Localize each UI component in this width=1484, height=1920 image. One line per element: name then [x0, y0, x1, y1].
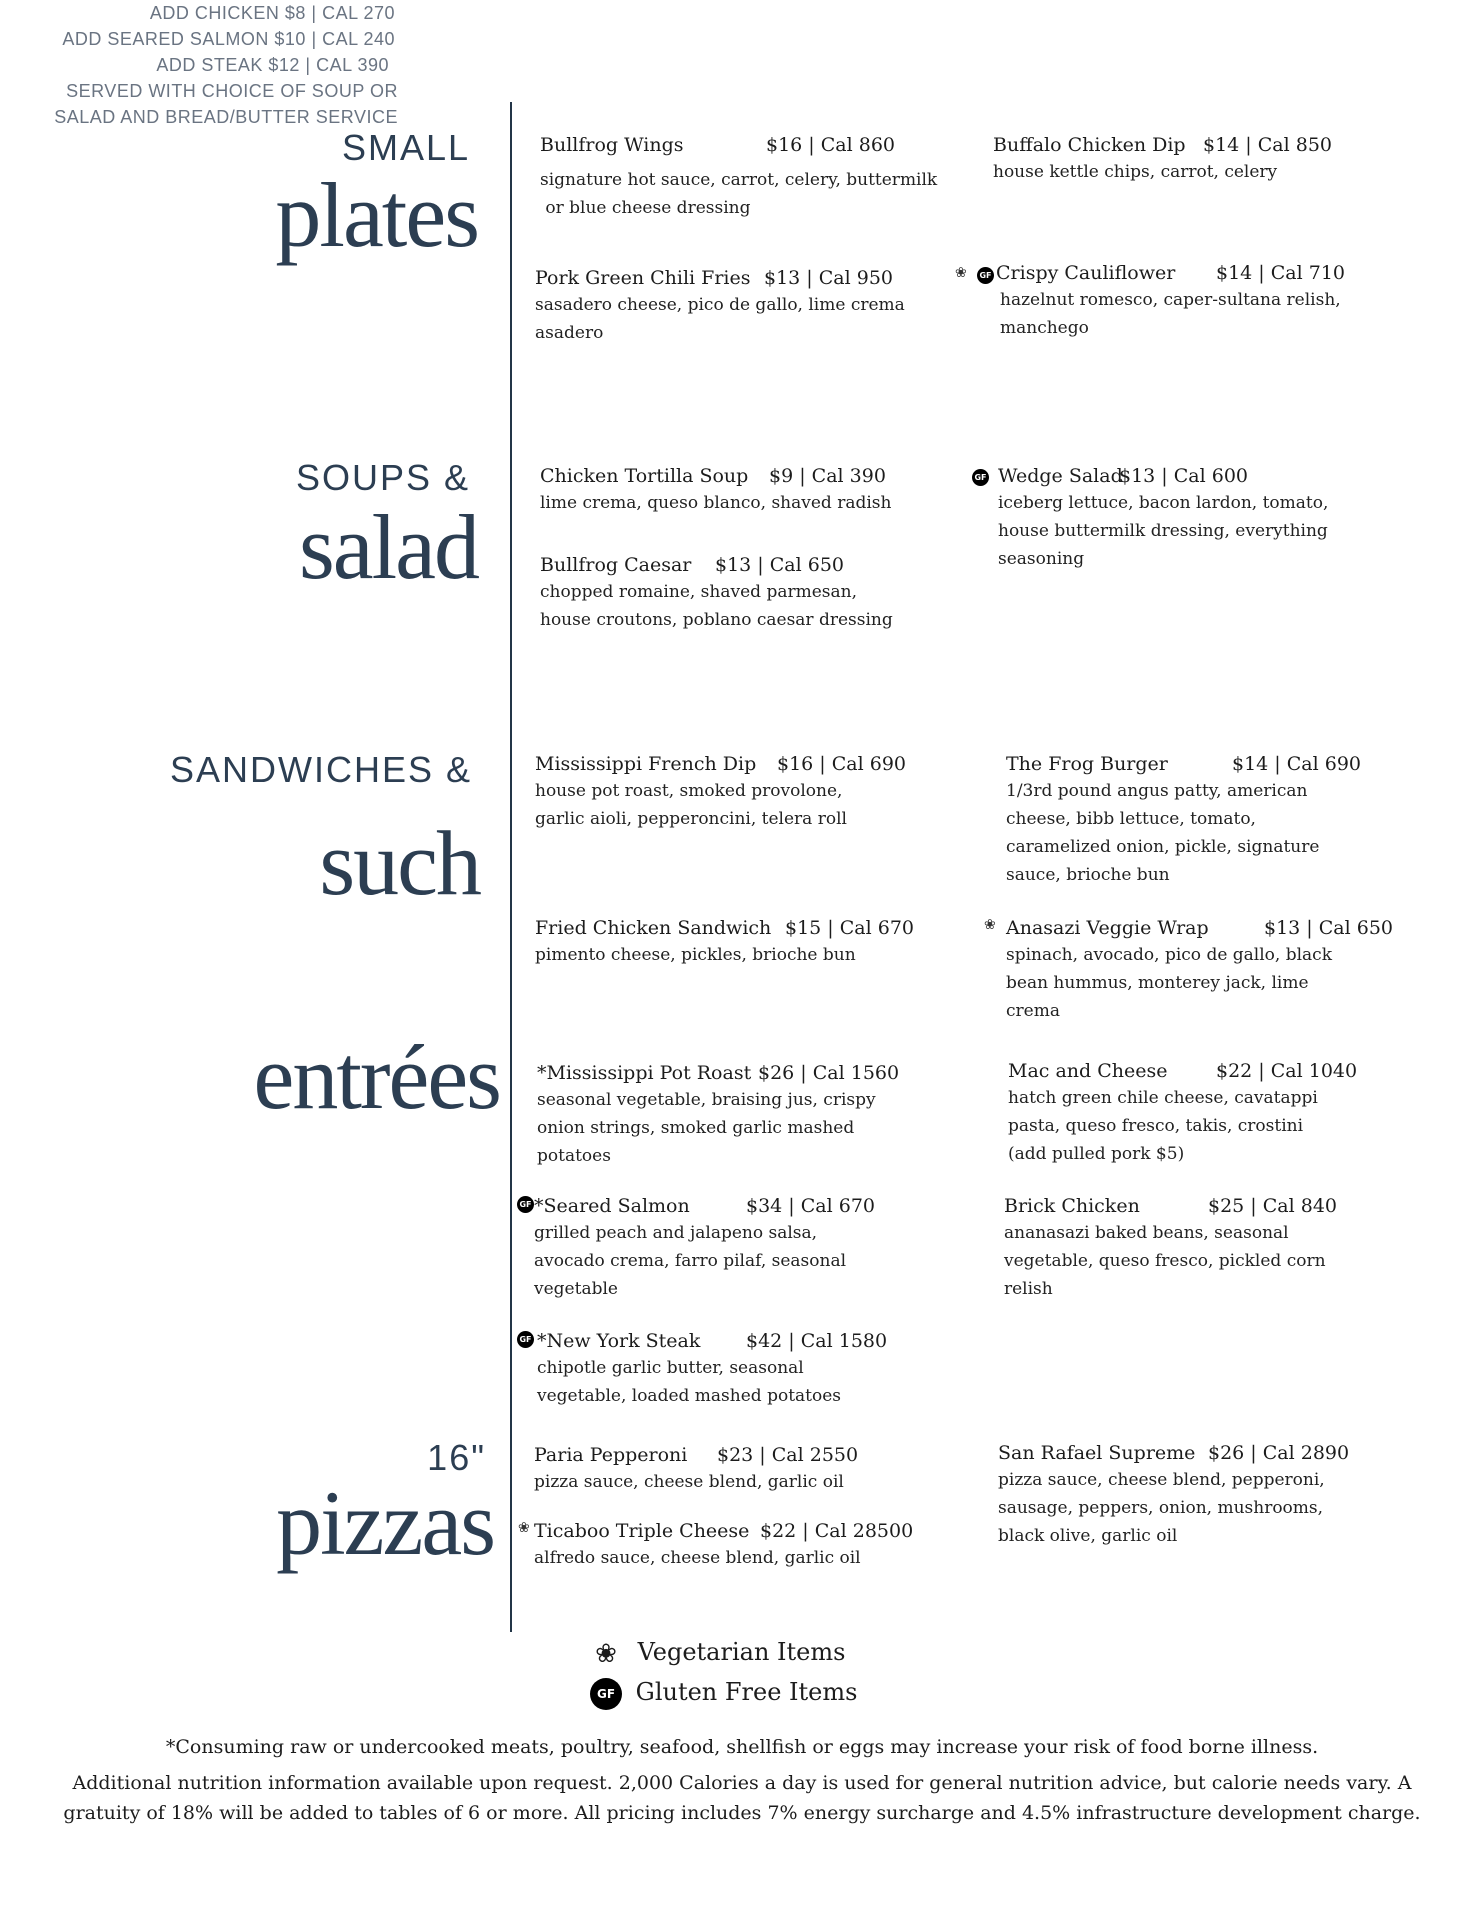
section-entrees-title: entrées	[253, 1026, 500, 1128]
item-desc-line: pizza sauce, cheese blend, garlic oil	[534, 1472, 844, 1492]
item-price: $16 | Cal 860	[766, 134, 895, 156]
vegetarian-leaf-icon: ❀	[984, 917, 996, 933]
gluten-free-icon: GF	[977, 267, 994, 284]
item-desc-line: bean hummus, monterey jack, lime	[1006, 973, 1309, 993]
item-name: Buffalo Chicken Dip	[993, 134, 1186, 156]
menu-item-anasazi-veggie-wrap	[1006, 915, 1426, 1025]
item-desc-line: vegetable	[534, 1279, 618, 1299]
section-sandwiches-such	[120, 749, 480, 914]
item-desc-line: sasadero cheese, pico de gallo, lime crema asadero	[535, 295, 905, 343]
section-pizzas-label: 16"	[427, 1437, 486, 1478]
menu-item-seared-salmon	[534, 1193, 954, 1303]
item-price: $13 | Cal 650	[1264, 917, 1393, 939]
menu-item-new-york-steak	[537, 1328, 957, 1410]
add-on-steak: ADD STEAK $12 | CAL 390	[156, 55, 389, 75]
section-soups-label: SOUPS &	[295, 457, 470, 498]
section-pizzas	[180, 1437, 494, 1574]
legend-vegetarian	[590, 1636, 845, 1670]
item-desc-line: cheese, bibb lettuce, tomato,	[1006, 809, 1256, 829]
item-desc-line: grilled peach and jalapeno salsa,	[534, 1223, 818, 1243]
entrees-note-line1: SERVED WITH CHOICE OF SOUP OR	[66, 81, 398, 101]
item-price: $14 | Cal 850	[1203, 134, 1332, 156]
item-price: $15 | Cal 670	[785, 917, 914, 939]
item-desc-line: sauce, brioche bun	[1006, 865, 1170, 885]
item-desc-line: 1/3rd pound angus patty, american	[1006, 781, 1308, 801]
item-name: The Frog Burger	[1006, 753, 1168, 775]
item-desc-line: house kettle chips, carrot, celery	[993, 162, 1278, 182]
item-desc-line: alfredo sauce, cheese blend, garlic oil	[534, 1548, 861, 1568]
item-desc-line: seasonal vegetable, braising jus, crispy	[537, 1090, 876, 1110]
gluten-free-icon: GF	[517, 1196, 534, 1213]
menu-item-frog-burger	[1006, 751, 1426, 889]
item-name: Brick Chicken	[1004, 1195, 1140, 1217]
menu-item-paria-pepperoni	[534, 1442, 954, 1496]
soups-add-ons	[0, 0, 395, 78]
item-price: $13 | Cal 600	[1119, 465, 1248, 487]
item-desc-line: signature hot sauce, carrot, celery, buttermilk	[540, 170, 938, 190]
item-name: Bullfrog Wings	[540, 134, 684, 156]
item-desc-line: pizza sauce, cheese blend, pepperoni,	[998, 1470, 1325, 1490]
entrees-note-line2: SALAD AND BREAD/BUTTER SERVICE	[54, 107, 398, 127]
item-name: Wedge Salad	[998, 465, 1123, 487]
item-desc-line: house pot roast, smoked provolone,	[535, 781, 843, 801]
section-soups-title: salad	[298, 496, 478, 598]
item-price: $16 | Cal 690	[777, 753, 906, 775]
menu-item-buffalo-chicken-dip	[993, 132, 1413, 186]
section-soups-salad	[140, 457, 478, 598]
item-desc-line: avocado crema, farro pilaf, seasonal	[534, 1251, 847, 1271]
item-desc-line: caramelized onion, pickle, signature	[1006, 837, 1320, 857]
item-desc-line: (add pulled pork $5)	[1008, 1144, 1185, 1164]
legend-gluten-free-label: Gluten Free Items	[635, 1678, 858, 1706]
item-name: *Seared Salmon	[534, 1195, 690, 1217]
legend-gluten-free	[590, 1676, 857, 1710]
gluten-free-icon: GF	[972, 469, 989, 486]
footer-nutrition	[60, 1768, 1424, 1828]
vertical-divider	[510, 102, 512, 1632]
section-small-title: plates	[275, 164, 478, 266]
item-name: Pork Green Chili Fries	[535, 267, 751, 289]
gluten-free-icon: GF	[590, 1678, 622, 1710]
menu-item-brick-chicken	[1004, 1193, 1424, 1303]
section-entrees	[150, 1026, 500, 1128]
item-name: *Mississippi Pot Roast	[537, 1062, 752, 1084]
item-price: $22 | Cal 28500	[760, 1520, 914, 1542]
menu-item-wedge-salad	[998, 463, 1418, 573]
section-small-label: SMALL	[341, 127, 470, 168]
footer-disclaimer	[60, 1732, 1424, 1762]
item-name: Fried Chicken Sandwich	[535, 917, 772, 939]
section-sandwiches-label: SANDWICHES &	[169, 749, 472, 790]
item-desc-line: vegetable, loaded mashed potatoes	[537, 1386, 842, 1406]
entrees-note	[0, 78, 398, 130]
item-desc-line: lime crema, queso blanco, shaved radish	[540, 493, 892, 513]
item-desc-line: spinach, avocado, pico de gallo, black	[1006, 945, 1332, 965]
item-desc-line: hazelnut romesco, caper-sultana relish,	[1000, 290, 1341, 310]
gluten-free-icon: GF	[517, 1331, 534, 1348]
item-desc-line: onion strings, smoked garlic mashed	[537, 1118, 855, 1138]
item-desc-line: hatch green chile cheese, cavatappi	[1008, 1088, 1318, 1108]
item-desc-line: black olive, garlic oil	[998, 1526, 1178, 1546]
item-desc-line: chipotle garlic butter, seasonal	[537, 1358, 804, 1378]
footer-raw-warning: *Consuming raw or undercooked meats, poultry, seafood, shellfish or eggs may increase your risk of food borne illness.	[165, 1736, 1319, 1758]
item-price: $42 | Cal 1580	[746, 1330, 888, 1352]
item-name: San Rafael Supreme	[998, 1442, 1196, 1464]
add-on-chicken: ADD CHICKEN $8 | CAL 270	[149, 3, 395, 23]
item-desc-line: pimento cheese, pickles, brioche bun	[535, 945, 856, 965]
menu-item-bullfrog-wings	[540, 132, 960, 222]
item-desc-line: or blue cheese dressing	[540, 198, 751, 218]
footer-nutrition-line1: Additional nutrition information available upon request. 2,000 Calories a day is used for general nutrition advice, but calorie needs vary. A	[72, 1772, 1412, 1794]
menu-item-fried-chicken-sandwich	[535, 915, 955, 969]
menu-item-mississippi-pot-roast	[537, 1060, 957, 1170]
item-price: $13 | Cal 950	[764, 267, 893, 289]
footer-nutrition-line2: gratuity of 18% will be added to tables of 6 or more. All pricing includes 7% energy surcharge and 4.5% infrastructure development charge.	[63, 1802, 1421, 1824]
item-desc-line: house croutons, poblano caesar dressing	[540, 610, 893, 630]
section-pizzas-title: pizzas	[276, 1472, 494, 1574]
item-desc-line: pasta, queso fresco, takis, crostini	[1008, 1116, 1304, 1136]
item-desc-line: house buttermilk dressing, everything	[998, 521, 1328, 541]
item-price: $23 | Cal 2550	[717, 1444, 859, 1466]
item-desc-line: seasoning	[998, 549, 1085, 569]
item-desc-line: ananasazi baked beans, seasonal	[1004, 1223, 1289, 1243]
item-price: $26 | Cal 1560	[758, 1062, 900, 1084]
item-price: $34 | Cal 670	[746, 1195, 875, 1217]
menu-item-mississippi-french-dip	[535, 751, 955, 833]
item-desc-line: chopped romaine, shaved parmesan,	[540, 582, 857, 602]
item-desc-line: vegetable, queso fresco, pickled corn	[1004, 1251, 1326, 1271]
legend-vegetarian-label: Vegetarian Items	[637, 1638, 846, 1666]
item-name: Ticaboo Triple Cheese	[534, 1520, 750, 1542]
add-on-salmon: ADD SEARED SALMON $10 | CAL 240	[62, 29, 395, 49]
menu-item-crispy-cauliflower	[996, 260, 1416, 342]
item-price: $14 | Cal 690	[1232, 753, 1361, 775]
menu-item-pork-green-chili-fries	[535, 265, 955, 347]
item-name: Mac and Cheese	[1008, 1060, 1168, 1082]
menu-item-chicken-tortilla-soup	[540, 463, 960, 517]
item-name: Crispy Cauliflower	[996, 262, 1176, 284]
item-desc-line: garlic aioli, pepperoncini, telera roll	[535, 809, 847, 829]
item-name: Mississippi French Dip	[535, 753, 757, 775]
item-price: $14 | Cal 710	[1216, 262, 1345, 284]
menu-item-bullfrog-caesar	[540, 552, 960, 634]
item-name: Anasazi Veggie Wrap	[1006, 917, 1209, 939]
item-price: $9 | Cal 390	[769, 465, 886, 487]
item-name: Paria Pepperoni	[534, 1444, 688, 1466]
item-price: $13 | Cal 650	[715, 554, 844, 576]
item-name: Chicken Tortilla Soup	[540, 465, 749, 487]
item-price: $26 | Cal 2890	[1208, 1442, 1350, 1464]
menu-item-ticaboo-triple-cheese	[534, 1518, 954, 1572]
item-desc-line: iceberg lettuce, bacon lardon, tomato,	[998, 493, 1329, 513]
vegetarian-leaf-icon: ❀	[595, 1638, 617, 1669]
item-desc-line: potatoes	[537, 1146, 611, 1166]
item-desc-line: sausage, peppers, onion, mushrooms,	[998, 1498, 1324, 1518]
vegetarian-leaf-icon: ❀	[955, 265, 967, 281]
item-desc-line: manchego	[1000, 318, 1089, 338]
item-name: *New York Steak	[537, 1330, 701, 1352]
menu-item-san-rafael-supreme	[998, 1440, 1418, 1550]
section-small-plates	[180, 127, 478, 266]
vegetarian-leaf-icon: ❀	[518, 1520, 530, 1536]
item-price: $25 | Cal 840	[1208, 1195, 1337, 1217]
menu-item-mac-and-cheese	[1008, 1058, 1428, 1168]
item-desc-line: relish	[1004, 1279, 1053, 1299]
item-desc-line: crema	[1006, 1001, 1060, 1021]
section-sandwiches-title: such	[319, 812, 480, 914]
item-name: Bullfrog Caesar	[540, 554, 692, 576]
item-price: $22 | Cal 1040	[1216, 1060, 1358, 1082]
